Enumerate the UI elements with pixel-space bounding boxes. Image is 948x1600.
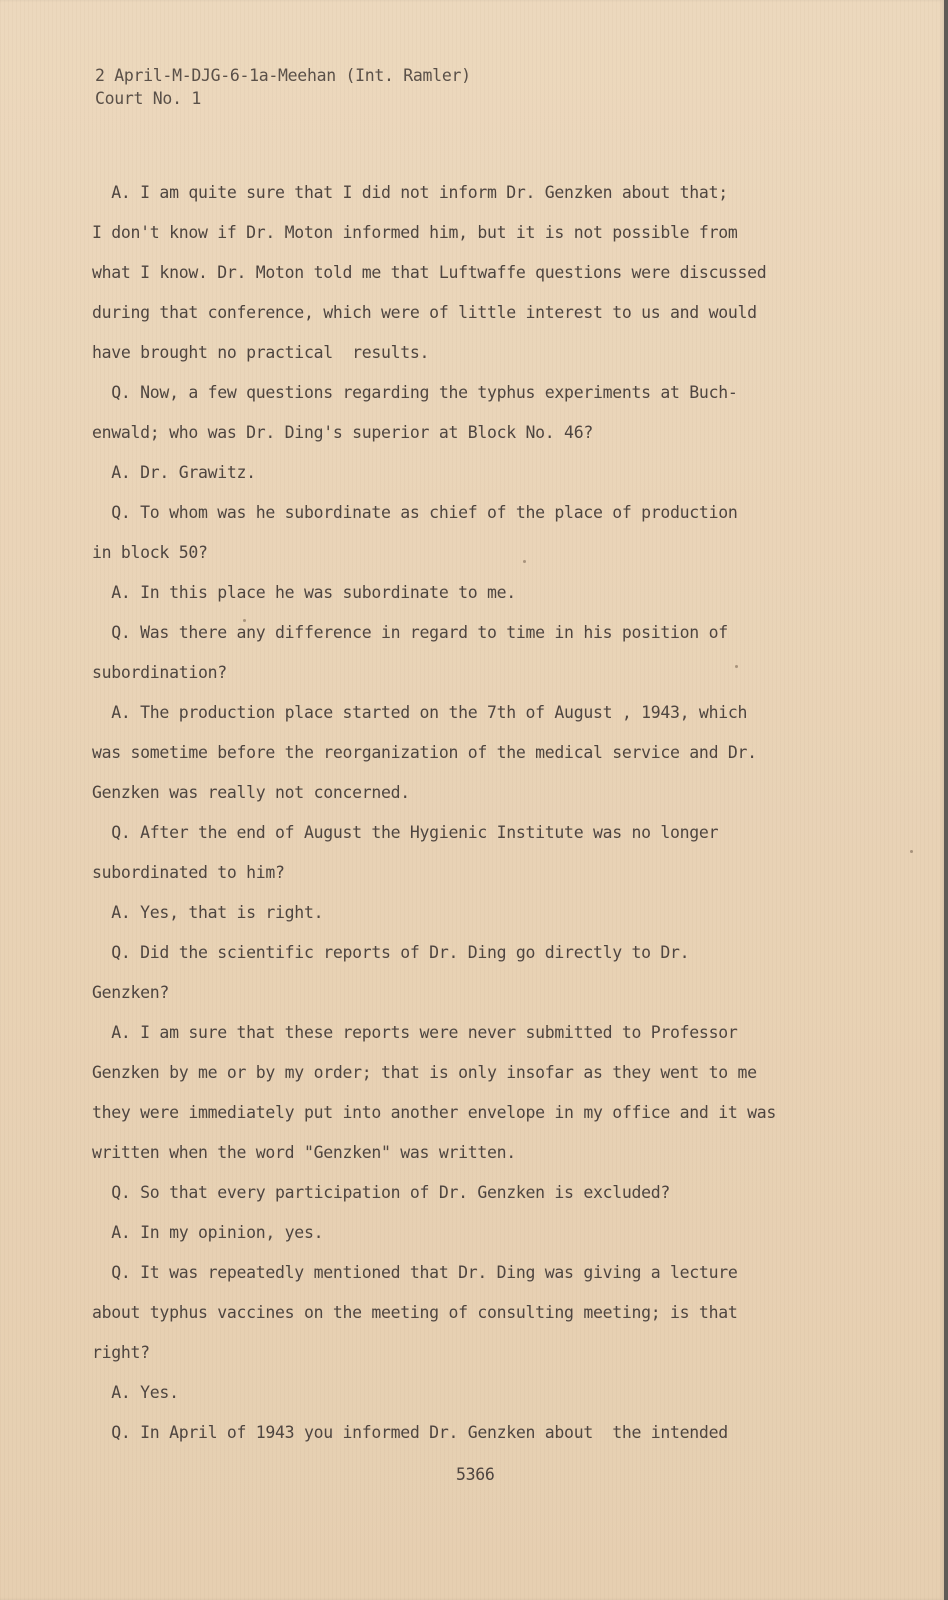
transcript-line: Genzken? xyxy=(92,983,170,1002)
page-number: 5366 xyxy=(456,1465,495,1484)
transcript-line: in block 50? xyxy=(92,543,208,562)
transcript-line: Genzken was really not concerned. xyxy=(92,783,410,802)
transcript-line: A. The production place started on the 7th of August , 1943, which xyxy=(92,703,748,722)
transcript-line: subordination? xyxy=(92,663,227,682)
transcript-line: A. In my opinion, yes. xyxy=(92,1223,324,1242)
transcript-line: Q. Was there any difference in regard to time in his position of xyxy=(92,623,728,642)
transcript-line: about typhus vaccines on the meeting of consulting meeting; is that xyxy=(92,1303,738,1322)
transcript-line: what I know. Dr. Moton told me that Luftwaffe questions were discussed xyxy=(92,263,767,282)
transcript-line: A. In this place he was subordinate to me. xyxy=(92,583,516,602)
transcript-line: written when the word "Genzken" was written. xyxy=(92,1143,516,1162)
transcript-line: A. I am sure that these reports were never submitted to Professor xyxy=(92,1023,738,1042)
transcript-line: have brought no practical results. xyxy=(92,343,430,362)
transcript-line: Q. So that every participation of Dr. Genzken is excluded? xyxy=(92,1183,671,1202)
header-session-line: 2 April-M-DJG-6-1a-Meehan (Int. Ramler) xyxy=(95,66,471,85)
transcript-line: during that conference, which were of little interest to us and would xyxy=(92,303,757,322)
transcript-line: Q. Did the scientific reports of Dr. Ding go directly to Dr. xyxy=(92,943,690,962)
transcript-line: Q. After the end of August the Hygienic Institute was no longer xyxy=(92,823,719,842)
paper-speck xyxy=(735,665,738,668)
transcript-line: I don't know if Dr. Moton informed him, but it is not possible from xyxy=(92,223,738,242)
paper-speck xyxy=(910,850,913,853)
header-court-line: Court No. 1 xyxy=(95,89,201,108)
transcript-line: A. Yes. xyxy=(92,1383,179,1402)
transcript-line: A. Yes, that is right. xyxy=(92,903,324,922)
transcript-line: A. Dr. Grawitz. xyxy=(92,463,256,482)
transcript-line: Genzken by me or by my order; that is only insofar as they went to me xyxy=(92,1063,757,1082)
transcript-line: Q. Now, a few questions regarding the typhus experiments at Buch- xyxy=(92,383,738,402)
transcript-line: Q. It was repeatedly mentioned that Dr. Ding was giving a lecture xyxy=(92,1263,738,1282)
transcript-line: Q. In April of 1943 you informed Dr. Genzken about the intended xyxy=(92,1423,728,1442)
transcript-line: was sometime before the reorganization of the medical service and Dr. xyxy=(92,743,757,762)
transcript-line: right? xyxy=(92,1343,150,1362)
transcript-line: enwald; who was Dr. Ding's superior at Block No. 46? xyxy=(92,423,593,442)
paper-speck xyxy=(243,619,246,622)
transcript-line: they were immediately put into another envelope in my office and it was xyxy=(92,1103,777,1122)
document-header xyxy=(95,64,471,110)
transcript-line: Q. To whom was he subordinate as chief of the place of production xyxy=(92,503,738,522)
paper-speck xyxy=(523,560,526,563)
page-edge-shadow xyxy=(944,0,948,1600)
transcript-line: subordinated to him? xyxy=(92,863,285,882)
transcript-line: A. I am quite sure that I did not inform Dr. Genzken about that; xyxy=(92,183,728,202)
